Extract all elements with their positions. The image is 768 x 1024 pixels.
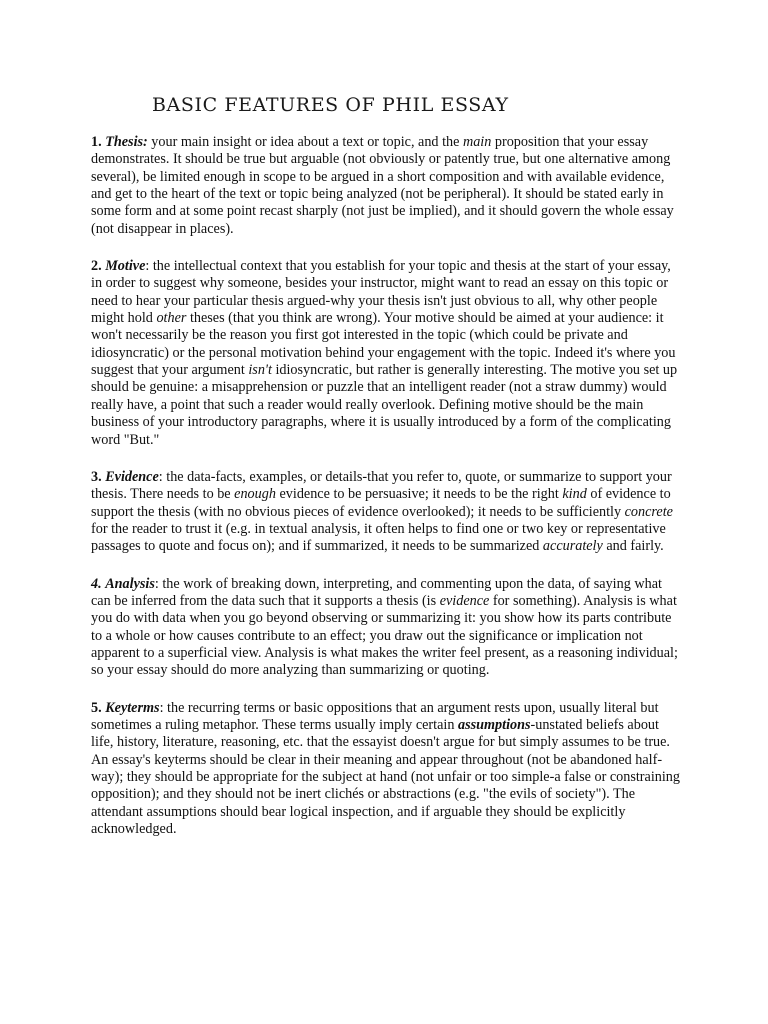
emphasis-text: concrete [624, 503, 673, 520]
section-number: 2. [91, 258, 102, 275]
emphasis-text: kind [562, 486, 587, 503]
body-text: : the data-facts, examples, or details-that you refer to, quote, or summarize to support your thesis. There needs to be [91, 468, 672, 503]
section-term: Motive [105, 258, 146, 275]
body-text: for the reader to trust it (e.g. in textual analysis, it often helps to find one or two key or representative passages to quote and focus on); and if summarized, it needs to be summarized [91, 520, 666, 555]
section-text [91, 258, 677, 447]
body-text: evidence to be persuasive; it needs to be the right [275, 486, 563, 503]
body-text: your main insight or idea about a text or topic, and the [147, 134, 463, 150]
section-keyterms [91, 700, 683, 839]
body-text: of evidence to support the thesis (with no obvious pieces of evidence overlooked); it needs to be sufficiently [91, 486, 671, 520]
body-text: theses (that you think are wrong). Your motive should be aimed at your audience: it won't necessarily be the reason you first got interested in the topic (which could be private and idiosyncratic) or the personal motivation behind your engagement with the topic. Indeed it's where you suggest that your argument [91, 310, 676, 379]
section-term: Thesis: [105, 134, 148, 150]
section-text [91, 576, 678, 679]
section-term: Analysis [105, 575, 155, 592]
page-title: BASIC FEATURES OF PHIL ESSAY [152, 94, 509, 116]
body-text: -unstated beliefs about life, history, literature, reasoning, etc. that the essayist doesn't argue for but simply assumes to be true. An essay's keyterms should be clear in their meaning and appear throughout (not be abandoned half-way); they should be appropriate for the subject at hand (not unfair or too simple-a false or constraining opposition); and they should not be inert clichés or abstractions (e.g. "the evils of society"). The attendant assumptions should bear logical inspection, and if arguable they should be explicitly acknowledged. [91, 716, 680, 838]
section-text [91, 134, 674, 237]
emphasis-text: evidence [439, 592, 490, 609]
emphasis-text: accurately [542, 538, 603, 555]
section-text [91, 700, 680, 837]
essay-body [91, 134, 683, 858]
emphasis-text: isn't [248, 362, 272, 379]
section-term: Keyterms [105, 699, 160, 716]
section-number: 5. [91, 699, 102, 716]
emphasis-text: main [462, 134, 492, 150]
body-text: : the recurring terms or basic oppositions that an argument rests upon, usually literal but sometimes a ruling metaphor. These terms usually imply certain [91, 699, 659, 733]
section-motive [91, 258, 683, 449]
section-number: 3. [91, 468, 102, 485]
body-text: for something). Analysis is what you do with data when you go beyond observing or summarizing it: you show how its parts contribute to a whole or how causes contribute to an effect; you draw out the significance or implication not apparent to a superficial view. Analysis is what makes the writer feel present, as a reasoning individual; so your essay should do more analyzing than summarizing or quoting. [91, 592, 678, 679]
section-thesis [91, 134, 683, 238]
section-number: 1. [91, 134, 102, 150]
body-text: idiosyncratic, but rather is generally interesting. The motive you set up should be genuine: a misapprehension or puzzle that an intelligent reader (not a straw dummy) would really have, a point that such a reader would really overlook. Defining motive should be the main business of your introductory paragraphs, where it is usually introduced by a form of the complicating word "But." [91, 362, 678, 448]
section-evidence [91, 469, 683, 556]
body-text: : the intellectual context that you establish for your topic and thesis at the start of your essay, in order to suggest why someone, besides your instructor, might want to read an essay on this topic or need to hear your particular thesis argued-why your thesis isn't just obvious to all, why other people might hold [91, 258, 671, 327]
emphasis-bold-text: assumptions [457, 716, 531, 733]
section-text [91, 469, 673, 554]
emphasis-text: enough [234, 486, 276, 503]
section-term: Evidence [105, 468, 159, 485]
section-analysis [91, 576, 683, 680]
body-text: : the work of breaking down, interpreting, and commenting upon the data, of saying what can be inferred from the data such that it supports a thesis (is [91, 575, 662, 609]
section-number: 4. [91, 575, 102, 592]
body-text: proposition that your essay demonstrates. It should be true but arguable (not obviously or patently true, but one alternative among several), be limited enough in scope to be argued in a short composition and with available evidence, and get to the heart of the text or topic being analyzed (not be peripheral). It should be stated early in some form and at some point recast sharply (not just be implied), and it should govern the whole essay (not disappear in places). [91, 134, 674, 237]
body-text: and fairly. [602, 538, 664, 555]
emphasis-text: other [156, 310, 187, 327]
